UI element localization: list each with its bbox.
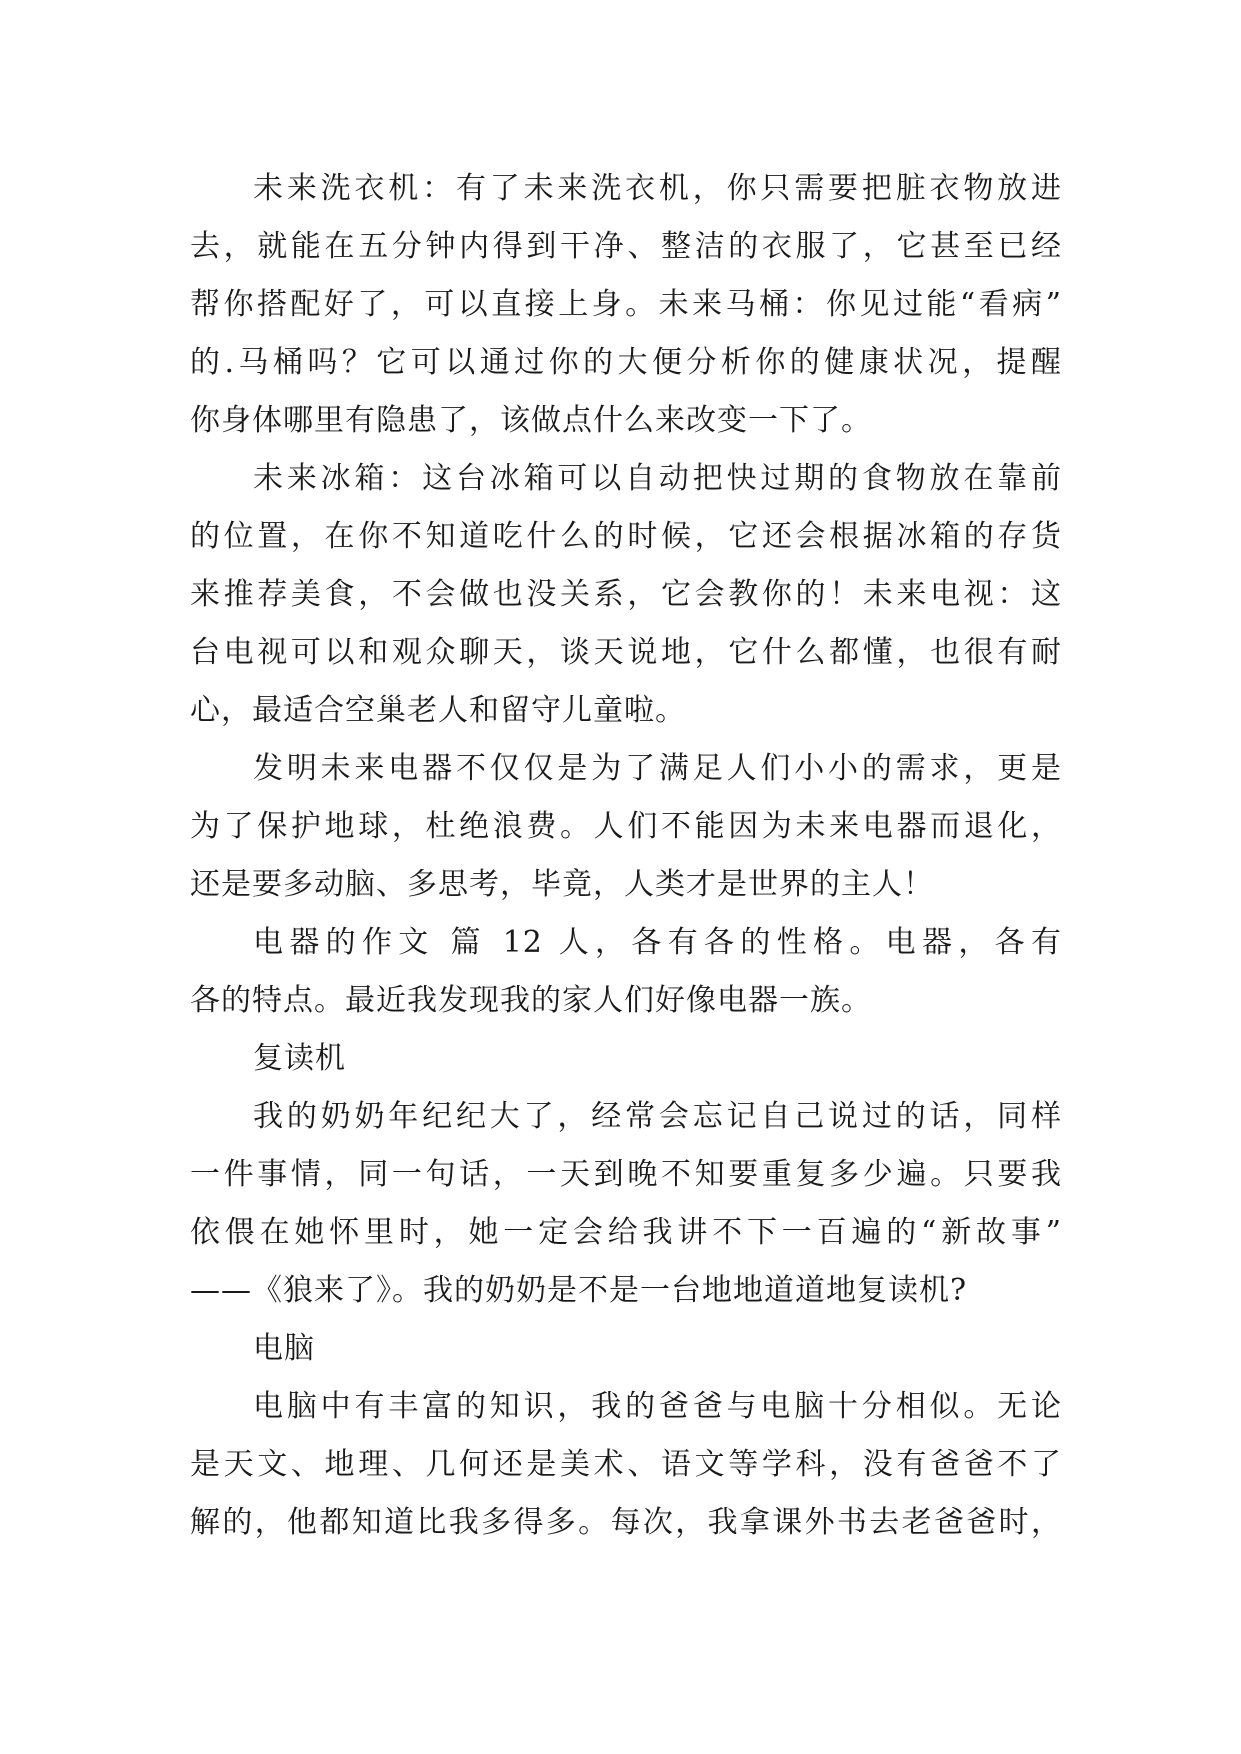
- text-line: 你身体哪里有隐患了，该做点什么来改变一下了。: [190, 403, 872, 438]
- text-line: 的.马桶吗？它可以通过你的大便分析你的健康状况，提醒: [190, 345, 1062, 380]
- text-line: 帮你搭配好了，可以直接上身。未来马桶：你见过能“看病”: [190, 287, 1062, 322]
- text-line: 未来洗衣机：有了未来洗衣机，你只需要把脏衣物放进: [253, 171, 1062, 206]
- text-line: 去，就能在五分钟内得到干净、整洁的衣服了，它甚至已经: [190, 229, 1062, 264]
- text-line: 电脑中有丰富的知识，我的爸爸与电脑十分相似。无论: [253, 1389, 1062, 1424]
- text-line: 心，最适合空巢老人和留守儿童啦。: [190, 693, 686, 728]
- text-line: 的位置，在你不知道吃什么的时候，它还会根据冰箱的存货: [190, 519, 1062, 554]
- text-line: 我的奶奶年纪纪大了，经常会忘记自己说过的话，同样: [253, 1099, 1062, 1134]
- text-line: 为了保护地球，杜绝浪费。人们不能因为未来电器而退化，: [190, 809, 1062, 844]
- text-line: 还是要多动脑、多思考，毕竟，人类才是世界的主人！: [190, 867, 934, 902]
- text-line: 各的特点。最近我发现我的家人们好像电器一族。: [190, 983, 872, 1018]
- text-line: 未来冰箱：这台冰箱可以自动把快过期的食物放在靠前: [253, 461, 1062, 496]
- section-heading-line: 电器的作文 篇 12 人，各有各的性格。电器，各有: [253, 925, 1062, 960]
- text-line: 台电视可以和观众聊天，谈天说地，它什么都懂，也很有耐: [190, 635, 1062, 670]
- text-line: 来推荐美食，不会做也没关系，它会教你的！未来电视：这: [190, 577, 1062, 612]
- text-line: 依偎在她怀里时，她一定会给我讲不下一百遍的“新故事”: [190, 1215, 1062, 1250]
- text-line: 一件事情，同一句话，一天到晚不知要重复多少遍。只要我: [190, 1157, 1062, 1192]
- text-line: ——《狼来了》。我的奶奶是不是一台地地道道地复读机?: [190, 1273, 968, 1308]
- text-line: 发明未来电器不仅仅是为了满足人们小小的需求，更是: [253, 751, 1062, 786]
- subheading-fuduji: 复读机: [253, 1041, 346, 1076]
- text-line: 是天文、地理、几何还是美术、语文等学科，没有爸爸不了: [190, 1447, 1062, 1482]
- text-line: 解的，他都知道比我多得多。每次，我拿课外书去老爸爸时，: [190, 1505, 1062, 1540]
- subheading-diannao: 电脑: [253, 1331, 315, 1366]
